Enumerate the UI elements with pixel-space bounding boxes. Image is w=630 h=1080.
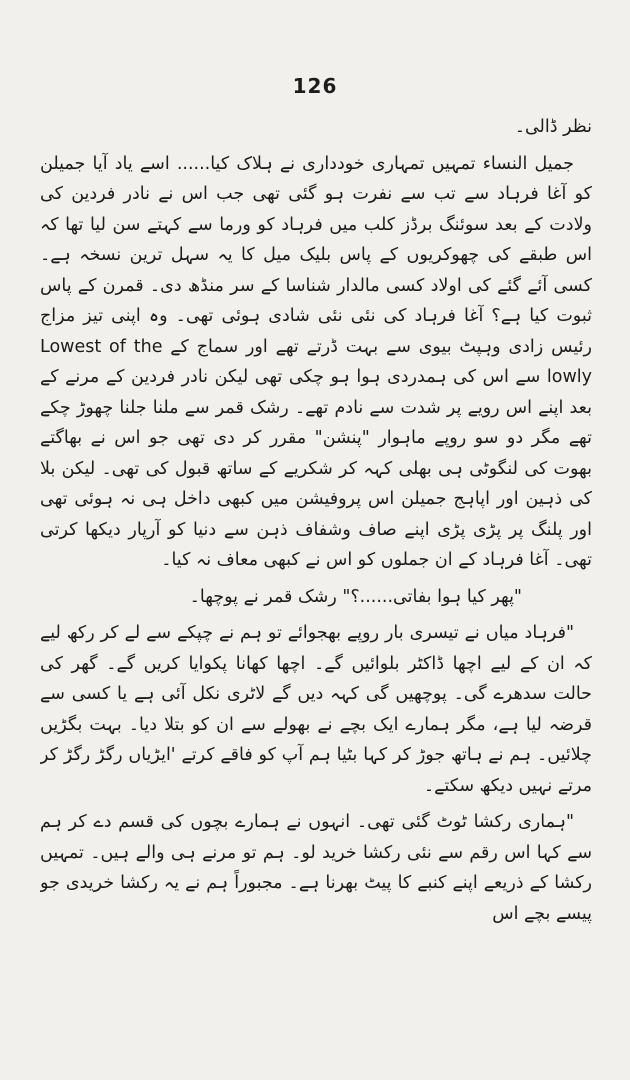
paragraph: جمیل النساء تمہیں تمہاری خودداری نے ہلاک کیا...... اسے یاد آیا جمیلن کو آغا فرہاد سے تب سے نفرت ہو گئی تھی جب اس نے نادر فردین کی ولادت کے بعد سوئنگ برڈز کلب میں فرہاد کو ورما سے کہتے سن لیا تھا کہ اس طبقے کی چھوکریوں کے پاس بلیک میل کا یہ سہل ترین نسخہ ہے۔ کسی آئے گئے کی اولاد کسی مالدار شناسا کے سر منڈھ دی۔ قمرن کے پاس ثبوت کیا ہے؟ آغا فرہاد کی نئی نئی شادی ہوئی تھی۔ وہ اپنی تیز مزاج رئیس زادی وہپٹ بیوی سے بہت ڈرتے تھے اور سماج کے Lowest of the lowly سے اس کی ہمدردی ہوا ہو چکی تھی لیکن نادر فردین کے مرنے کے بعد اپنے اس رویے پر شدت سے نادم تھے۔ رشک قمر سے ملنا جلنا چھوڑ چکے تھے مگر دو سو روپے ماہوار "پنشن" مقرر کر دی تھی جو اس نے بھاگتے بھوت کی لنگوٹی ہی بھلی کہہ کر شکریے کے ساتھ قبول کی تھی۔ لیکن بلا کی ذہین اور اپاہج جمیلن اس پروفیشن میں کبھی داخل ہی نہ ہوئی تھی اور پلنگ پر پڑی پڑی اپنے صاف وشفاف ذہن سے دنیا کو آرپار دیکھا کرتی تھی۔ آغا فرہاد کے ان جملوں کو اس نے کبھی معاف نہ کیا۔ <box>40 153 592 570</box>
paragraph: "پھر کیا ہوا بفاتی......؟" رشک قمر نے پوچھا۔ <box>189 586 522 607</box>
paragraph: "فرہاد میاں نے تیسری بار روپے بھجوائے تو ہم نے چپکے سے لے کر رکھ لیے کہ ان کے لیے اچھا ڈاکٹر بلوائیں گے۔ اچھا کھانا پکوایا کریں گے۔ گھر کی حالت سدھرے گی۔ پوچھیں گی کہہ دیں گے لاٹری نکل آئی ہے یا کسی سے قرضہ لیا ہے، مگر ہمارے ایک بچے نے بھولے سے ان کو بتلا دیا۔ بہت بگڑیں چلائیں۔ ہم نے ہاتھ جوڑ کر کہا بٹیا ہم آپ کو فاقے کرتے 'ایڑیاں رگڑ رگڑ کر مرتے نہیں دیکھ سکتے۔ <box>40 623 592 796</box>
body-text <box>40 112 592 1042</box>
page-number: 126 <box>292 74 338 98</box>
paragraph: نظر ڈالی۔ <box>514 117 592 137</box>
paragraph: "ہماری رکشا ٹوٹ گئی تھی۔ انہوں نے ہمارے بچوں کی قسم دے کر ہم سے کہا اس رقم سے نئی رکشا خرید لو۔ ہم تو مرنے ہی والے ہیں۔ تمہیں رکشا کے ذریعے اپنے کنبے کا پیٹ بھرنا ہے۔ مجبوراً ہم نے یہ رکشا خریدی جو پیسے بچے اس <box>40 812 592 924</box>
